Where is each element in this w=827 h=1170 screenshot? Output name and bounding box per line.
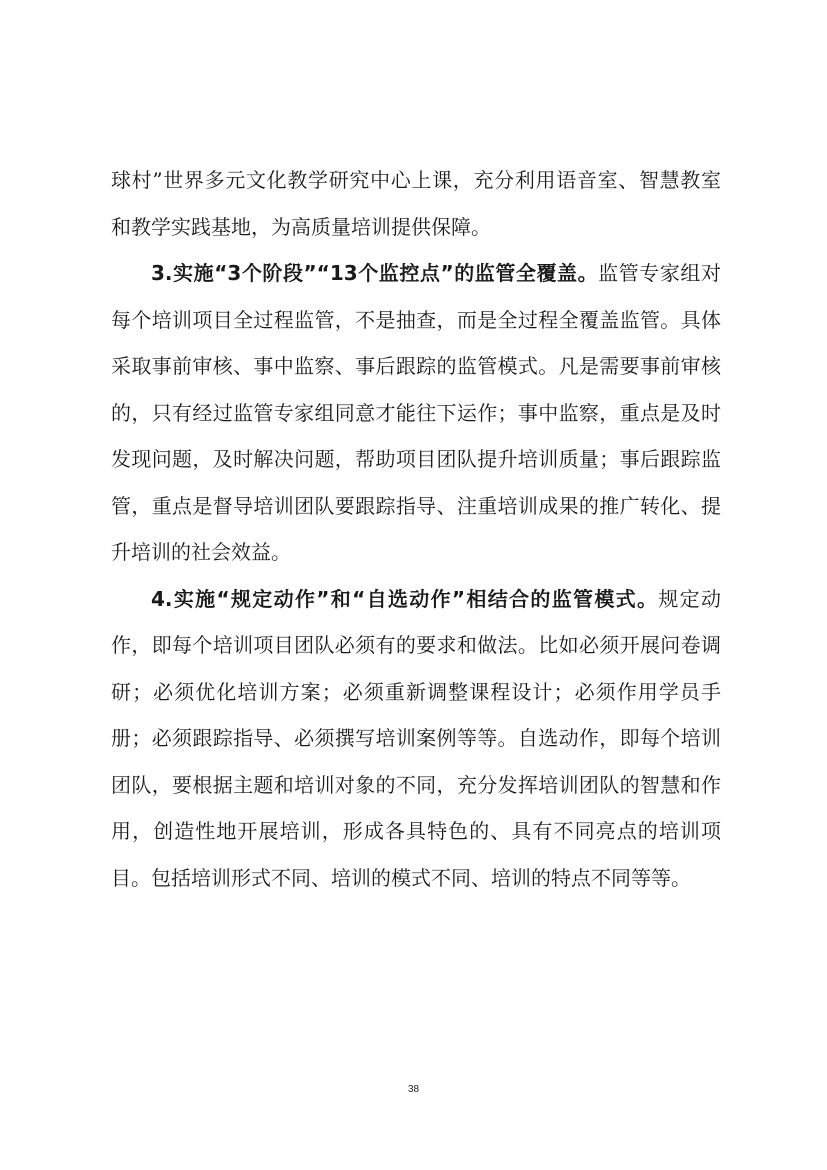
- paragraph-heading: 3.实施“3个阶段”“13个监控点”的监管全覆盖。: [151, 261, 599, 285]
- document-body: [111, 157, 721, 901]
- paragraph-item-3: [111, 250, 721, 576]
- paragraph-text: 规定动作，即每个培训项目团队必须有的要求和做法。比如必须开展问卷调研；必须优化培训方案；必须重新调整课程设计；必须作用学员手册；必须跟踪指导、必须撰写培训案例等等。自选动作，即每个培训团队，要根据主题和培训对象的不同，充分发挥培训团队的智慧和作用，创造性地开展培训，形成各具特色的、具有不同亮点的培训项目。包括培训形式不同、培训的模式不同、培训的特点不同等等。: [111, 586, 722, 890]
- paragraph-item-4: [111, 576, 721, 902]
- page-number: 38: [407, 1084, 420, 1095]
- paragraph-text: 球村”世界多元文化教学研究中心上课，充分利用语音室、智慧教室和教学实践基地，为高质量培训提供保障。: [111, 168, 721, 239]
- paragraph-text: 监管专家组对每个培训项目全过程监管，不是抽查，而是全过程全覆盖监管。具体采取事前审核、事中监察、事后跟踪的监管模式。凡是需要事前审核的，只有经过监管专家组同意才能往下运作；事中监察，重点是及时发现问题，及时解决问题，帮助项目团队提升培训质量；事后跟踪监管，重点是督导培训团队要跟踪指导、注重培训成果的推广转化、提升培训的社会效益。: [111, 261, 722, 564]
- paragraph-continuation: [111, 157, 721, 250]
- paragraph-heading: 4.实施“规定动作”和“自选动作”相结合的监管模式。: [151, 586, 659, 611]
